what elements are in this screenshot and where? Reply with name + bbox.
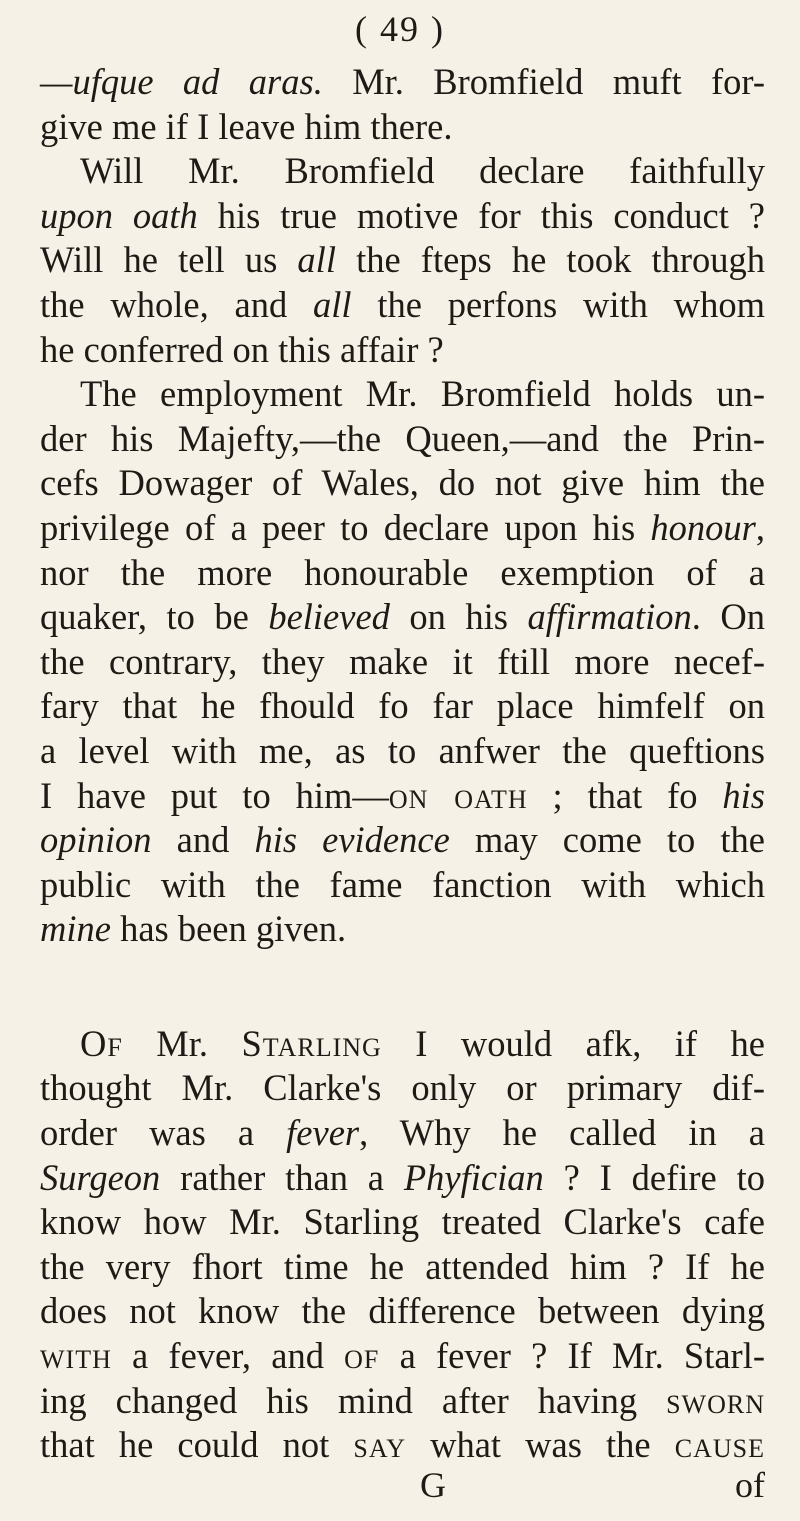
catchword: of bbox=[735, 1465, 765, 1505]
text-line: fary that he fhould fo far place himfelf on bbox=[40, 685, 765, 727]
text-line: a level with me, as to anfwer the queftions bbox=[40, 729, 765, 771]
paragraph-gap bbox=[40, 952, 765, 1022]
text-line: give me if I leave him there. bbox=[40, 105, 453, 147]
text-line: The employment Mr. Bromfield holds un- bbox=[80, 373, 765, 415]
page-footer bbox=[40, 1464, 765, 1506]
text-line: der his Majefty,—the Queen,—and the Prin- bbox=[40, 417, 765, 459]
text-line: that he could not say what was the cause bbox=[40, 1424, 765, 1466]
text-line: mine has been given. bbox=[40, 908, 347, 950]
text-line: Surgeon rather than a Phyfician ? I defire to bbox=[40, 1156, 765, 1198]
text-line: thought Mr. Clarke's only or primary dif- bbox=[40, 1067, 765, 1109]
text-line: he conferred on this affair ? bbox=[40, 328, 444, 370]
text-line: I have put to him—on oath ; that fo his bbox=[40, 774, 765, 816]
text-line: the whole, and all the perfons with whom bbox=[40, 283, 765, 325]
text-line: does not know the difference between dying bbox=[40, 1290, 765, 1332]
text-line: Will he tell us all the fteps he took through bbox=[40, 239, 765, 281]
page-number: ( 49 ) bbox=[355, 9, 445, 49]
text-line: the contrary, they make it ftill more necef- bbox=[40, 640, 765, 682]
text-line: cefs Dowager of Wales, do not give him the bbox=[40, 462, 765, 504]
text-line: with a fever, and of a fever ? If Mr. Starl- bbox=[40, 1335, 765, 1377]
text-line: ing changed his mind after having sworn bbox=[40, 1379, 765, 1421]
text-line: upon oath his true motive for this conduct ? bbox=[40, 194, 765, 236]
text-line: Will Mr. Bromfield declare faithfully bbox=[80, 150, 765, 192]
text-line: quaker, to be believed on his affirmation. On bbox=[40, 596, 766, 638]
text-line: nor the more honourable exemption of a bbox=[40, 551, 765, 593]
text-line: the very fhort time he attended him ? If he bbox=[40, 1245, 765, 1287]
text-line: opinion and his evidence may come to the bbox=[40, 819, 765, 861]
text-line: order was a fever, Why he called in a bbox=[40, 1112, 765, 1154]
text-line: —ufque ad aras. Mr. Bromfield muft for- bbox=[40, 61, 765, 102]
text-line: public with the fame fanction with which bbox=[40, 863, 765, 905]
text-line: privilege of a peer to declare upon his honour, bbox=[40, 506, 765, 548]
body-text bbox=[40, 60, 765, 1468]
text-line: Of Mr. Starling I would afk, if he bbox=[80, 1022, 765, 1064]
signature-mark: G bbox=[420, 1465, 446, 1505]
text-line: know how Mr. Starling treated Clarke's cafe bbox=[40, 1201, 765, 1243]
